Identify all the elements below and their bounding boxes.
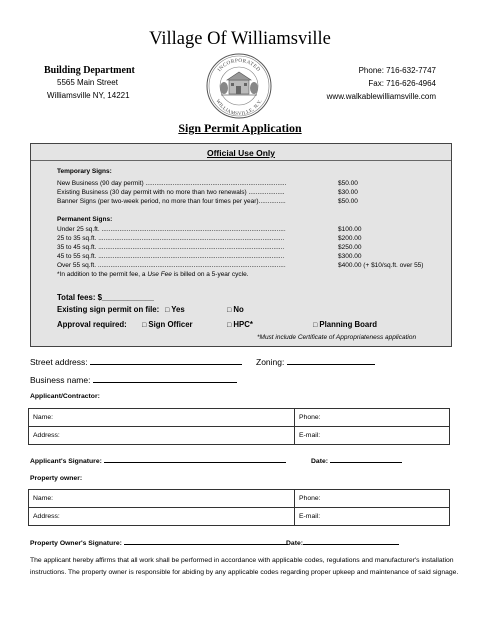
address-line-2: Williamsville NY, 14221 xyxy=(47,91,130,100)
total-fees-field[interactable]: Total fees: $____________ xyxy=(57,293,154,302)
checkbox-icon: □ xyxy=(227,322,232,329)
checkbox-icon: □ xyxy=(142,322,147,329)
existing-permit-label: Existing sign permit on file: xyxy=(57,305,160,314)
page-title: Village Of Williamsville xyxy=(149,29,331,49)
checkbox-icon: □ xyxy=(313,322,318,329)
department-name: Building Department xyxy=(44,65,135,76)
fee-row-label: Over 55 sq.ft. ........................................................................................................ xyxy=(57,262,286,269)
street-address-field[interactable]: Street address: xyxy=(30,357,242,367)
date-line xyxy=(330,455,402,463)
checkbox-icon: □ xyxy=(227,307,232,314)
hpc-note: *Must include Certificate of Appropriateness application xyxy=(257,334,417,341)
business-name-line xyxy=(93,375,237,383)
fee-row-label: 25 to 35 sq.ft. ....................................................................................................... xyxy=(57,235,285,242)
property-owner-heading: Property owner: xyxy=(30,475,83,482)
fee-row-price: $50.00 xyxy=(338,198,358,205)
fee-row-label: Under 25 sq.ft. ...................................................................................................... xyxy=(57,226,286,233)
existing-permit-no-option[interactable]: □ No xyxy=(227,305,244,314)
fee-row-price: $100.00 xyxy=(338,226,362,233)
phone-number: Phone: 716-632-7747 xyxy=(358,66,436,75)
fee-row-price: $50.00 xyxy=(338,180,358,187)
applicant-email-field[interactable]: E-mail: xyxy=(295,427,450,445)
owner-signature-field[interactable]: Property Owner's Signature: xyxy=(30,537,288,547)
website-link[interactable]: www.walkablewilliamsville.com xyxy=(326,92,436,101)
temporary-signs-heading: Temporary Signs: xyxy=(57,168,112,175)
approval-required-label: Approval required: xyxy=(57,320,127,329)
applicant-name-field[interactable]: Name: xyxy=(29,409,295,427)
approval-hpc-option[interactable]: □ HPC* xyxy=(227,320,253,329)
fee-row-label: 35 to 45 sq.ft. ....................................................................................................... xyxy=(57,244,285,251)
use-fee-note: *In addition to the permit fee, a Use Fee is billed on a 5-year cycle. xyxy=(57,271,249,278)
owner-date-field[interactable]: Date: xyxy=(286,537,399,547)
fee-row-price: $200.00 xyxy=(338,235,362,242)
owner-name-field[interactable]: Name: xyxy=(29,490,295,508)
address-line-1: 5565 Main Street xyxy=(57,78,118,87)
fee-row-label: Existing Business (30 day permit with no more than two renewals) .................... xyxy=(57,189,285,196)
signature-line xyxy=(124,537,288,545)
owner-email-field[interactable]: E-mail: xyxy=(295,508,450,526)
existing-permit-yes-option[interactable]: □ Yes xyxy=(165,305,185,314)
svg-text:WILLIAMSVILLE, N.Y.: WILLIAMSVILLE, N.Y. xyxy=(214,98,264,118)
fee-row-price: $250.00 xyxy=(338,244,362,251)
fee-row-label: 45 to 55 sq.ft. ....................................................................................................... xyxy=(57,253,285,260)
permanent-signs-heading: Permanent Signs: xyxy=(57,216,113,223)
fee-row-price: $30.00 xyxy=(338,189,358,196)
zoning-field[interactable]: Zoning: xyxy=(256,357,375,367)
applicant-phone-field[interactable]: Phone: xyxy=(295,409,450,427)
signature-line xyxy=(104,455,286,463)
approval-planning-board-option[interactable]: □ Planning Board xyxy=(313,320,378,329)
owner-phone-field[interactable]: Phone: xyxy=(295,490,450,508)
street-address-line xyxy=(90,357,242,365)
zoning-line xyxy=(287,357,375,365)
fee-row-price: $400.00 (+ $10/sq.ft. over 55) xyxy=(338,262,424,269)
fee-row-price: $300.00 xyxy=(338,253,362,260)
business-name-field[interactable]: Business name: xyxy=(30,375,237,385)
applicant-heading: Applicant/Contractor: xyxy=(30,393,100,400)
fee-row-label: New Business (90 day permit) .............................................................................. xyxy=(57,180,287,187)
date-line xyxy=(303,537,399,545)
applicant-table xyxy=(28,408,450,445)
applicant-signature-field[interactable]: Applicant's Signature: xyxy=(30,455,286,465)
owner-table xyxy=(28,489,450,526)
approval-sign-officer-option[interactable]: □ Sign Officer xyxy=(142,320,193,329)
owner-address-field[interactable]: Address: xyxy=(29,508,295,526)
fee-row-label: Banner Signs (per two-week period, no more than four times per year)............... xyxy=(57,198,286,205)
fax-number: Fax: 716-626-4964 xyxy=(368,79,436,88)
official-use-heading: Official Use Only xyxy=(206,148,276,158)
disclaimer-paragraph: The applicant hereby affirms that all work shall be performed in accordance with applicable codes, regulations and manufacturer's installation instructions. The property owner is responsible for abiding by any applicable codes regarding proper upkeep and maintenance of said signage. xyxy=(30,557,459,576)
village-seal-logo xyxy=(205,52,273,120)
divider xyxy=(31,160,451,161)
checkbox-icon: □ xyxy=(165,307,170,314)
official-use-only-box xyxy=(30,143,452,347)
svg-text:INCORPORATED: INCORPORATED xyxy=(216,57,262,73)
applicant-date-field[interactable]: Date: xyxy=(311,455,402,465)
applicant-address-field[interactable]: Address: xyxy=(29,427,295,445)
form-title: Sign Permit Application xyxy=(178,121,302,135)
